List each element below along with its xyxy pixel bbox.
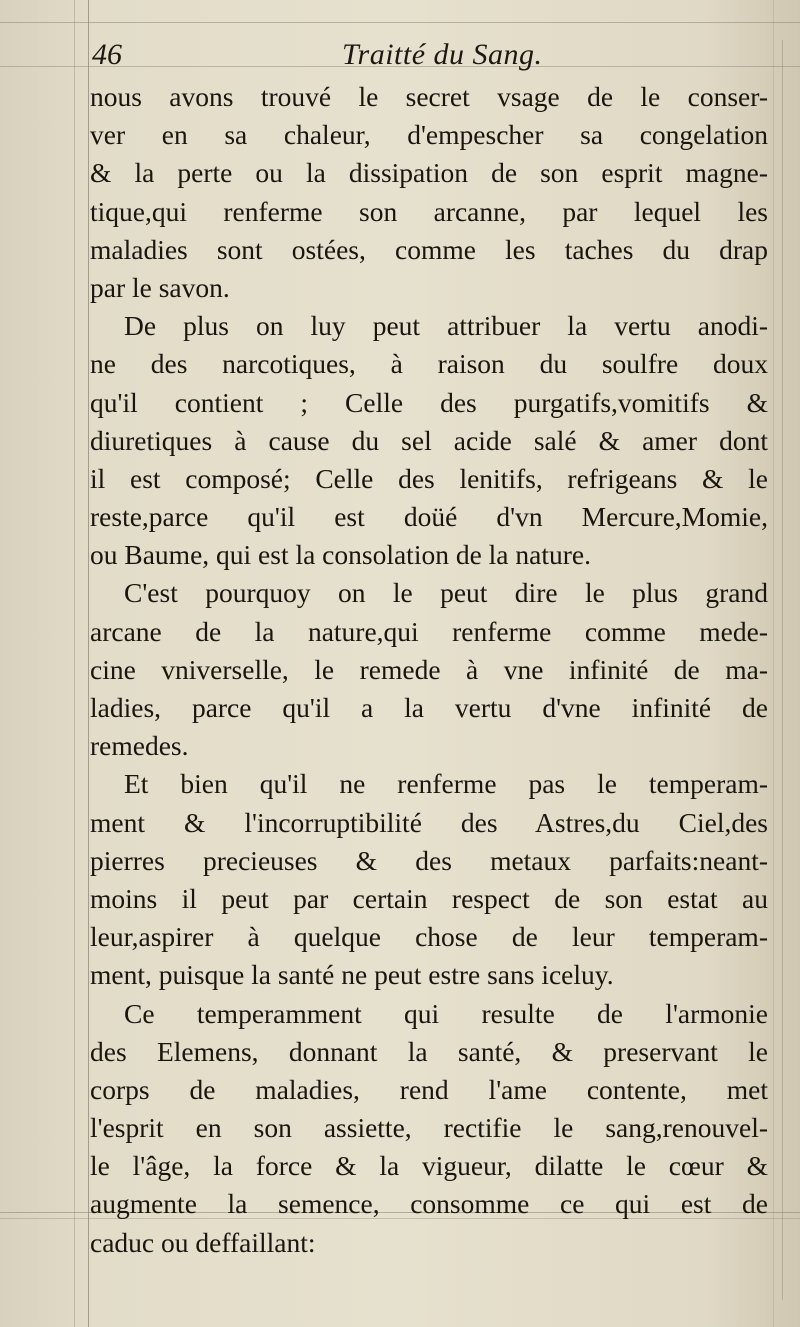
text-line: De plus on luy peut attribuer la vertu anodi- [124, 310, 768, 342]
text-line: des Elemens, donnant la santé, & preservant le [90, 1035, 768, 1067]
text-line: reste,parce qu'il est doüé d'vn Mercure,Momie, [90, 501, 768, 533]
text-line: augmente la semence, consomme ce qui est de [90, 1188, 768, 1220]
text-line: par le savon. [90, 271, 230, 303]
text-line: l'esprit en son assiette, rectifie le sang,renouvel- [90, 1112, 768, 1144]
text-line: pierres precieuses & des metaux parfaits:neant- [90, 844, 768, 876]
text-line: remedes. [90, 730, 189, 762]
page-header [92, 34, 768, 74]
text-line: qu'il contient ; Celle des purgatifs,vomitifs & [90, 386, 768, 418]
body-text [90, 78, 768, 1262]
text-line: nous avons trouvé le secret vsage de le conser- [90, 81, 768, 112]
scan-margin-line [74, 0, 75, 1327]
text-line: Ce temperamment qui resulte de l'armonie [124, 997, 768, 1029]
text-line: caduc ou deffaillant: [90, 1226, 316, 1258]
scan-margin-line [782, 40, 783, 1300]
text-line: corps de maladies, rend l'ame contente, met [90, 1073, 768, 1105]
text-line: diuretiques à cause du sel acide salé & amer dont [90, 424, 768, 456]
scan-margin-line [88, 0, 89, 1327]
text-line: arcane de la nature,qui renferme comme mede- [90, 615, 768, 647]
text-line: ou Baume, qui est la consolation de la nature. [90, 539, 591, 571]
running-head: Traitté du Sang. [342, 38, 543, 71]
text-line: ver en sa chaleur, d'empescher sa congelation [90, 119, 768, 151]
text-line: Et bien qu'il ne renferme pas le temperam- [124, 768, 768, 800]
text-line: ne des narcotiques, à raison du soulfre doux [90, 348, 768, 380]
text-line: & la perte ou la dissipation de son esprit magne- [90, 157, 768, 189]
text-line: tique,qui renferme son arcanne, par lequel les [90, 195, 768, 227]
text-line: ment, puisque la santé ne peut estre sans iceluy. [90, 959, 614, 991]
text-line: il est composé; Celle des lenitifs, refrigeans & le [90, 462, 768, 494]
text-line: C'est pourquoy on le peut dire le plus grand [124, 577, 768, 609]
page-number: 46 [92, 38, 122, 71]
text-line: ment & l'incorruptibilité des Astres,du Ciel,des [90, 806, 768, 838]
text-line: moins il peut par certain respect de son estat au [90, 882, 768, 914]
scan-margin-line [773, 0, 774, 1327]
text-line: cine vniverselle, le remede à vne infinité de ma- [90, 653, 768, 685]
text-line: leur,aspirer à quelque chose de leur temperam- [90, 921, 768, 953]
scan-margin-line [0, 22, 800, 23]
text-line: ladies, parce qu'il a la vertu d'vne infinité de [90, 692, 768, 723]
text-line: le l'âge, la force & la vigueur, dilatte le cœur & [90, 1150, 768, 1182]
text-line: maladies sont ostées, comme les taches du drap [90, 233, 768, 265]
